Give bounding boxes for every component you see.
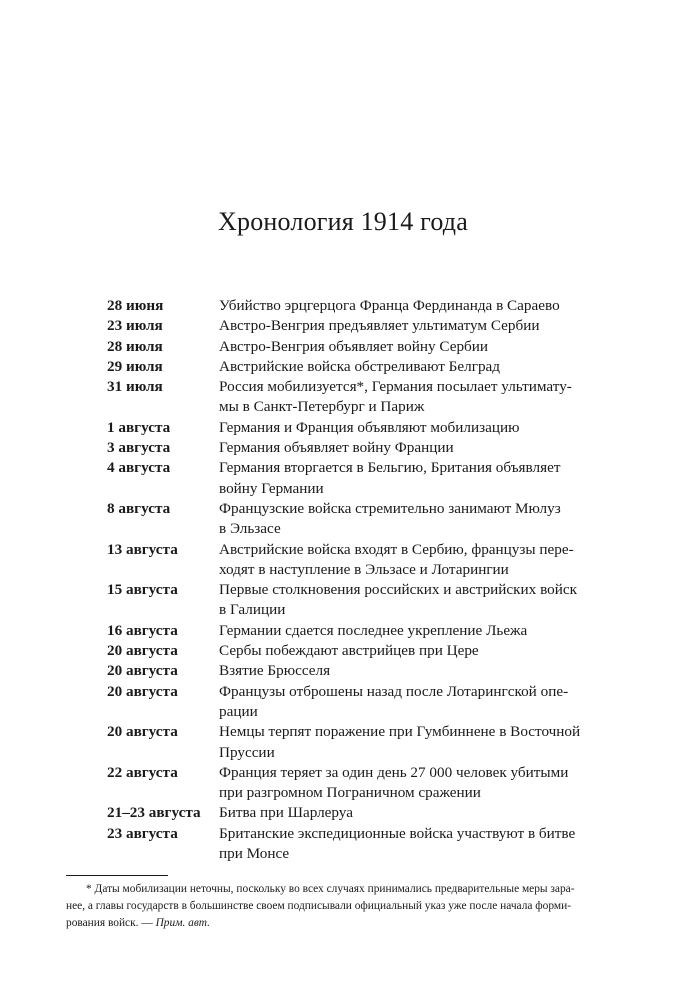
entry-event-line: Австро-Венгрия объявляет войну Сербии: [219, 337, 489, 355]
entry-date: 21–23 августа: [107, 804, 201, 822]
entry-date: 20 августа: [107, 723, 178, 741]
entry-event-line: Германия объявляет войну Франции: [219, 439, 454, 457]
entry-event-line: Австро-Венгрия предъявляет ультиматум Сербии: [219, 317, 540, 335]
entry-date: 8 августа: [107, 499, 171, 517]
chronology-entry: [107, 824, 597, 865]
footnote: [66, 881, 586, 932]
chronology-entry: [107, 357, 597, 377]
chronology-entry: [107, 418, 597, 438]
entry-event-line: ходят в наступление в Эльзасе и Лотарингии: [219, 560, 509, 578]
entry-event-line: при Монсе: [219, 845, 290, 863]
entry-date: 23 июля: [107, 317, 163, 335]
entry-event-line: Сербы побеждают австрийцев при Цере: [219, 642, 479, 660]
chronology-entry: [107, 580, 597, 621]
chronology-entry: [107, 499, 597, 540]
entry-event: [219, 316, 597, 336]
entry-date: 15 августа: [107, 581, 178, 599]
entry-event: [219, 580, 597, 621]
chronology-entry: [107, 377, 597, 418]
entry-date: 23 августа: [107, 824, 178, 842]
entry-event-line: Австрийские войска обстреливают Белград: [219, 357, 501, 375]
entry-event-line: Германия и Франция объявляют мобилизацию: [219, 418, 520, 436]
entry-date: 28 июля: [107, 337, 163, 355]
chronology-entry: [107, 803, 597, 823]
entry-event: [219, 824, 597, 865]
entry-date: 31 июля: [107, 378, 163, 396]
chronology-entry: [107, 438, 597, 458]
entry-event: [219, 418, 597, 438]
entry-date: 28 июня: [107, 297, 164, 314]
entry-date: 16 августа: [107, 621, 178, 639]
chronology-entry: [107, 621, 597, 641]
entry-event: [219, 661, 597, 681]
entry-date: 20 августа: [107, 682, 178, 700]
entry-event: [219, 499, 597, 540]
entry-event-line: Битва при Шарлеруа: [219, 804, 353, 822]
entry-event-line: в Галиции: [219, 601, 286, 619]
chronology-list: [107, 296, 597, 864]
entry-event-line: Австрийские войска входят в Сербию, французы пере-: [219, 540, 574, 558]
entry-event-line: Французские войска стремительно занимают Мюлуз: [219, 499, 561, 517]
entry-event-line: Россия мобилизуется*, Германия посылает ультимату-: [219, 378, 572, 396]
chronology-entry: [107, 458, 597, 499]
entry-date: 20 августа: [107, 642, 178, 660]
entry-event-line: Убийство эрцгерцога Франца Фердинанда в Сараево: [219, 297, 560, 314]
chronology-entry: [107, 722, 597, 763]
chronology-entry: [107, 316, 597, 336]
entry-event-line: Германия вторгается в Бельгию, Британия объявляет: [219, 459, 561, 477]
entry-event-line: Германии сдается последнее укрепление Льежа: [219, 621, 528, 639]
footnote-line: нее, а главы государств в большинстве своем подписывали официальный указ уже после начала форми-: [66, 900, 572, 912]
entry-date: 1 августа: [107, 418, 171, 436]
footnote-divider: [66, 875, 168, 876]
entry-event: [219, 722, 597, 763]
entry-event-line: Взятие Брюсселя: [219, 662, 331, 680]
chronology-entry: [107, 682, 597, 723]
entry-event-line: при разгромном Пограничном сражении: [219, 784, 481, 802]
entry-event: [219, 458, 597, 499]
footnote-text: рования войск. —: [66, 917, 156, 929]
entry-event: [219, 641, 597, 661]
entry-event-line: Британские экспедиционные войска участвуют в битве: [219, 824, 576, 842]
entry-event-line: войну Германии: [219, 479, 324, 497]
chronology-entry: [107, 641, 597, 661]
page-title: Хронология 1914 года: [218, 207, 468, 236]
entry-event-line: Немцы терпят поражение при Гумбиннене в Восточной: [219, 723, 581, 741]
entry-event-line: в Эльзасе: [219, 520, 281, 538]
entry-event: [219, 763, 597, 804]
chronology-entry: [107, 540, 597, 581]
chronology-entry: [107, 661, 597, 681]
entry-date: 29 июля: [107, 357, 163, 375]
chronology-entry: [107, 296, 597, 316]
entry-event-line: Пруссии: [219, 743, 275, 761]
entry-event-line: Французы отброшены назад после Лотарингской опе-: [219, 682, 569, 700]
entry-event: [219, 377, 597, 418]
entry-event-line: мы в Санкт-Петербург и Париж: [219, 398, 425, 416]
entry-event-line: Первые столкновения российских и австрийских войск: [219, 581, 577, 599]
entry-event-line: рации: [219, 702, 258, 720]
entry-event: [219, 682, 597, 723]
footnote-line: [66, 915, 586, 932]
entry-date: 20 августа: [107, 662, 178, 680]
entry-event: [219, 540, 597, 581]
entry-event: [219, 296, 597, 316]
entry-date: 22 августа: [107, 763, 178, 781]
chronology-entry: [107, 763, 597, 804]
entry-date: 13 августа: [107, 540, 178, 558]
chronology-entry: [107, 337, 597, 357]
entry-event: [219, 803, 597, 823]
entry-event-line: Франция теряет за один день 27 000 человек убитыми: [219, 763, 569, 781]
entry-event: [219, 357, 597, 377]
author-note-label: Прим. авт.: [155, 917, 211, 929]
footnote-line: * Даты мобилизации неточны, поскольку во всех случаях принимались предварительные меры зара-: [86, 883, 575, 895]
entry-event: [219, 621, 597, 641]
entry-date: 4 августа: [107, 459, 171, 477]
entry-event: [219, 337, 597, 357]
entry-date: 3 августа: [107, 439, 171, 457]
entry-event: [219, 438, 597, 458]
